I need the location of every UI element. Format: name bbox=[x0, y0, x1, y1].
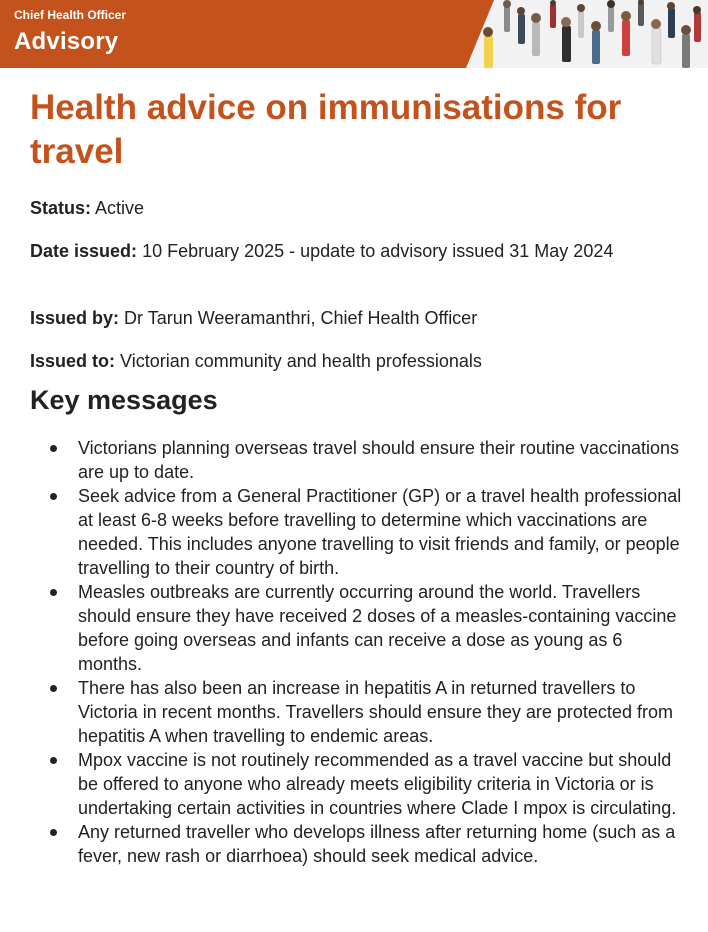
bullet-icon bbox=[50, 685, 57, 692]
list-item-text: Victorians planning overseas travel should ensure their routine vaccinations are up to date. bbox=[78, 438, 680, 482]
list-item bbox=[0, 820, 708, 868]
issued-to-line bbox=[30, 349, 670, 373]
list-item-text: Mpox vaccine is not routinely recommended as a travel vaccine but should be offered to anyone who already meets eligibility criteria in Victoria or is undertaking certain activities in countries where Clade I mpox is circulating. bbox=[78, 750, 677, 818]
list-item-text: There has also been an increase in hepatitis A in returned travellers to Victoria in recent months. Travellers should ensure they are protected from hepatitis A when travelling to endemic areas. bbox=[78, 678, 673, 746]
bullet-icon bbox=[50, 445, 57, 452]
list-item-text: Any returned traveller who develops illness after returning home (such as a fever, new rash or diarrhoea) should seek medical advice. bbox=[78, 822, 676, 866]
bullet-icon bbox=[50, 829, 57, 836]
list-item bbox=[0, 580, 708, 676]
status-value: Active bbox=[95, 198, 145, 218]
advisory-banner bbox=[0, 0, 708, 68]
issued-to-label: Issued to: bbox=[30, 351, 116, 371]
crowd-photo bbox=[466, 0, 708, 68]
bullet-icon bbox=[50, 589, 57, 596]
date-issued-value: 10 February 2025 - update to advisory issued 31 May 2024 bbox=[142, 241, 614, 261]
key-messages-list bbox=[0, 436, 708, 868]
bullet-icon bbox=[50, 493, 57, 500]
list-item bbox=[0, 436, 708, 484]
page-title: Health advice on immunisations for travel bbox=[30, 88, 622, 171]
date-issued-line bbox=[30, 239, 670, 263]
list-item bbox=[0, 748, 708, 820]
status-line bbox=[30, 196, 670, 220]
list-item-text: Measles outbreaks are currently occurring around the world. Travellers should ensure they have received 2 doses of a measles-containing vaccine before going overseas and infants can receive a dose as young as 6 months. bbox=[78, 582, 677, 674]
key-messages-heading: Key messages bbox=[30, 385, 218, 415]
list-item-text: Seek advice from a General Practitioner (GP) or a travel health professional at least 6-8 weeks before travelling to determine which vaccinations are needed. This includes anyone travelling to visit friends and family, or people travelling to their country of birth. bbox=[78, 486, 682, 578]
issued-to-value: Victorian community and health professionals bbox=[120, 351, 482, 371]
banner-kicker: Chief Health Officer bbox=[14, 8, 127, 22]
list-item bbox=[0, 484, 708, 580]
banner-title: Advisory bbox=[14, 28, 119, 55]
status-label: Status: bbox=[30, 198, 92, 218]
date-issued-label: Date issued: bbox=[30, 241, 138, 261]
list-item bbox=[0, 676, 708, 748]
issued-by-value: Dr Tarun Weeramanthri, Chief Health Officer bbox=[124, 308, 478, 328]
bullet-icon bbox=[50, 757, 57, 764]
issued-by-line bbox=[30, 306, 670, 330]
issued-by-label: Issued by: bbox=[30, 308, 120, 328]
